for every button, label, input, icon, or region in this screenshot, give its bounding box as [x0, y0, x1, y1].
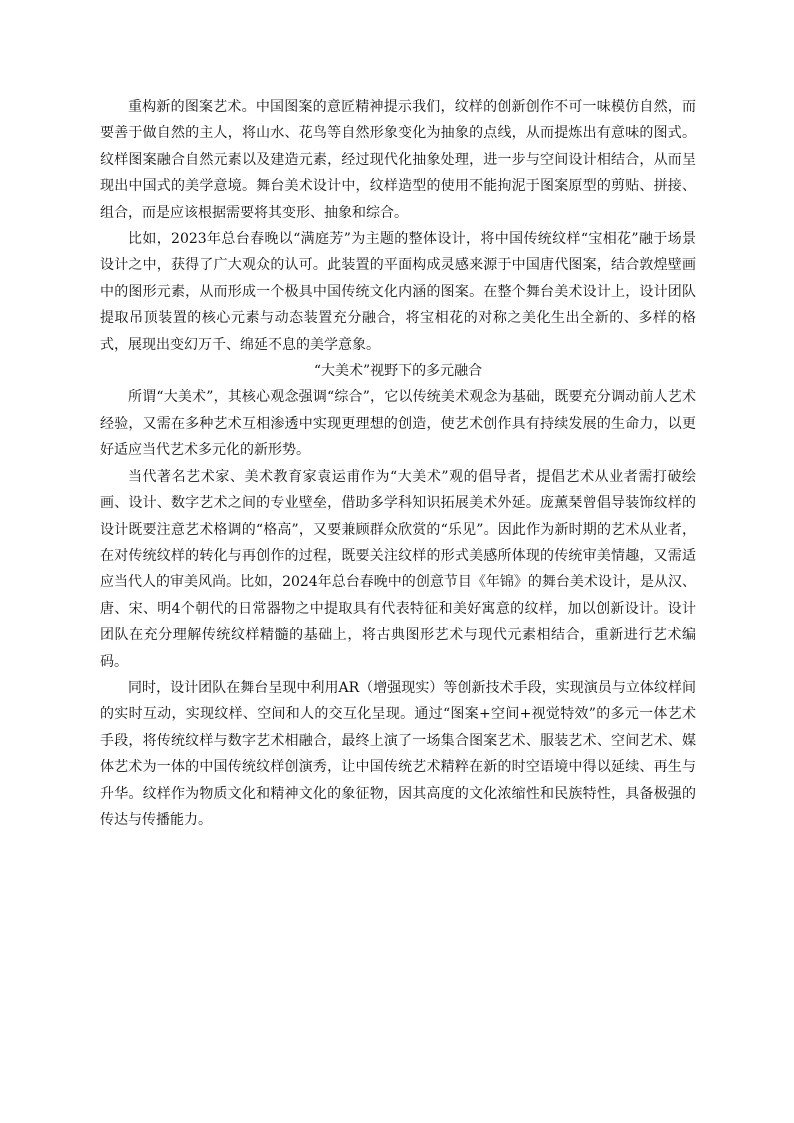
paragraph-yuan-yunfu: 当代著名艺术家、美术教育家袁运甫作为“大美术”观的倡导者，提倡艺术从业者需打破绘画、设计、数字艺术之间的专业壁垒，借助多学科知识拓展美术外延。庞薰琹曾倡导装饰纹样的设计既要注意艺术格调的“格高”，又要兼顾群众欣赏的“乐见”。因此作为新时期的艺术从业者，在对传统纹样的转化与再创作的过程，既要关注纹样的形式美感所体现的传统审美情趣，又需适应当代人的审美风尚。比如，2024年总台春晚中的创意节目《年锦》的舞台美术设计，是从汉、唐、宋、明4个朝代的日常器物之中提取具有代表特征和美好寓意的纹样，加以创新设计。设计团队在充分理解传统纹样精髓的基础上，将古典图形艺术与现代元素相结合，重新进行艺术编码。: [100, 468, 696, 670]
paragraph-2023-gala: 比如，2023年总台春晚以“满庭芳”为主题的整体设计，将中国传统纹样“宝相花”融于场景设计之中，获得了广大观众的认可。此装置的平面构成灵感来源于中国唐代图案，结合敦煌壁画中的图形元素，从而形成一个极具中国传统文化内涵的图案。在整个舞台美术设计上，设计团队提取吊顶装置的核心元素与动态装置充分融合，将宝相花的对称之美化生出全新的、多样的格式，展现出变幻万千、绵延不息的美学意象。: [100, 231, 696, 353]
document-page: [100, 94, 696, 833]
section-heading: “大美术”视野下的多元融合: [313, 363, 483, 380]
paragraph-pattern-art: 重构新的图案艺术。中国图案的意匠精神提示我们，纹样的创新创作不可一味模仿自然，而要善于做自然的主人，将山水、花鸟等自然形象变化为抽象的点线，从而提炼出有意味的图式。纹样图案融合自然元素以及建造元素，经过现代化抽象处理，进一步与空间设计相结合，从而呈现出中国式的美学意境。舞台美术设计中，纹样造型的使用不能拘泥于图案原型的剪贴、拼接、组合，而是应该根据需要将其变形、抽象和综合。: [100, 99, 696, 221]
paragraph-ar-technology: 同时，设计团队在舞台呈现中利用AR（增强现实）等创新技术手段，实现演员与立体纹样间的实时互动，实现纹样、空间和人的交互化呈现。通过“图案+空间+视觉特效”的多元一体艺术手段，将传统纹样与数字艺术相融合，最终上演了一场集合图案艺术、服装艺术、空间艺术、媒体艺术为一体的中国传统纹样创演秀，让中国传统艺术精粹在新的时空语境中得以延续、再生与升华。纹样作为物质文化和精神文化的象征物，因其高度的文化浓缩性和民族特性，具备极强的传达与传播能力。: [100, 679, 696, 828]
paragraph-big-art-definition: 所谓“大美术”，其核心观念强调“综合”，它以传统美术观念为基础，既要充分调动前人艺术经验，又需在多种艺术互相渗透中实现更理想的创造，使艺术创作具有持续发展的生命力，以更好适应当代艺术多元化的新形势。: [100, 389, 696, 459]
